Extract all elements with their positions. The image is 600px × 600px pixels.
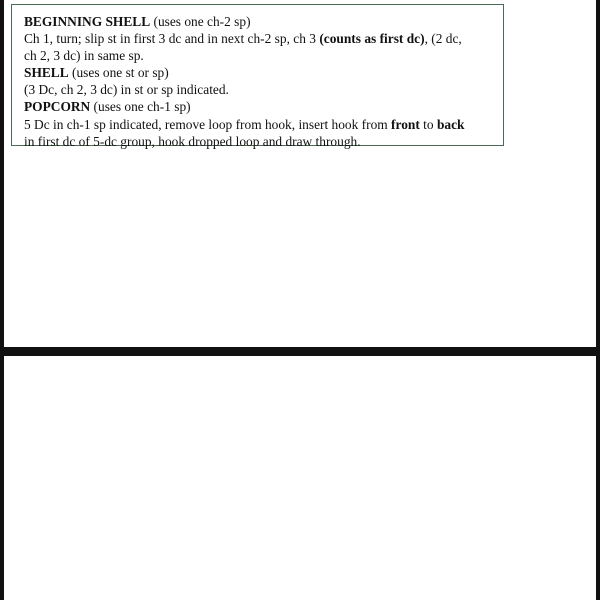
popcorn-instruction-line2: in first dc of 5-dc group, hook dropped loop and draw through.	[24, 133, 361, 149]
popcorn-instruction-line1	[24, 116, 493, 133]
page-bottom	[4, 356, 596, 600]
popcorn-name: POPCORN	[24, 99, 91, 115]
popcorn-heading	[24, 98, 493, 115]
beginning-shell-instruction-line1	[24, 30, 493, 47]
beginning-shell-name: BEGINNING SHELL	[24, 14, 151, 29]
popcorn-text-a: 5 Dc in ch-1 sp indicated, remove loop from hook, insert hook from	[24, 116, 392, 132]
popcorn-text-mid: to	[419, 116, 437, 132]
page-top	[4, 0, 596, 347]
shell-uses: (uses one st or sp)	[68, 65, 169, 81]
beginning-shell-heading	[24, 13, 493, 30]
beginning-shell-instruction-line2: ch 2, 3 dc) in same sp.	[24, 48, 144, 64]
stitch-definitions-box	[11, 4, 504, 149]
beginning-shell-text-b: , (2 dc,	[424, 31, 462, 47]
popcorn-bold-back: back	[436, 116, 465, 132]
beginning-shell-text-a: Ch 1, turn; slip st in first 3 dc and in next ch-2 sp, ch 3	[24, 31, 320, 47]
shell-name: SHELL	[24, 65, 69, 81]
shell-heading	[24, 64, 493, 81]
popcorn-uses: (uses one ch-1 sp)	[90, 99, 191, 115]
beginning-shell-uses: (uses one ch-2 sp)	[150, 14, 251, 29]
shell-instruction-line1: (3 Dc, ch 2, 3 dc) in st or sp indicated.	[24, 82, 229, 98]
popcorn-bold-front: front	[391, 116, 420, 132]
beginning-shell-bold-note: (counts as first dc)	[319, 31, 425, 47]
